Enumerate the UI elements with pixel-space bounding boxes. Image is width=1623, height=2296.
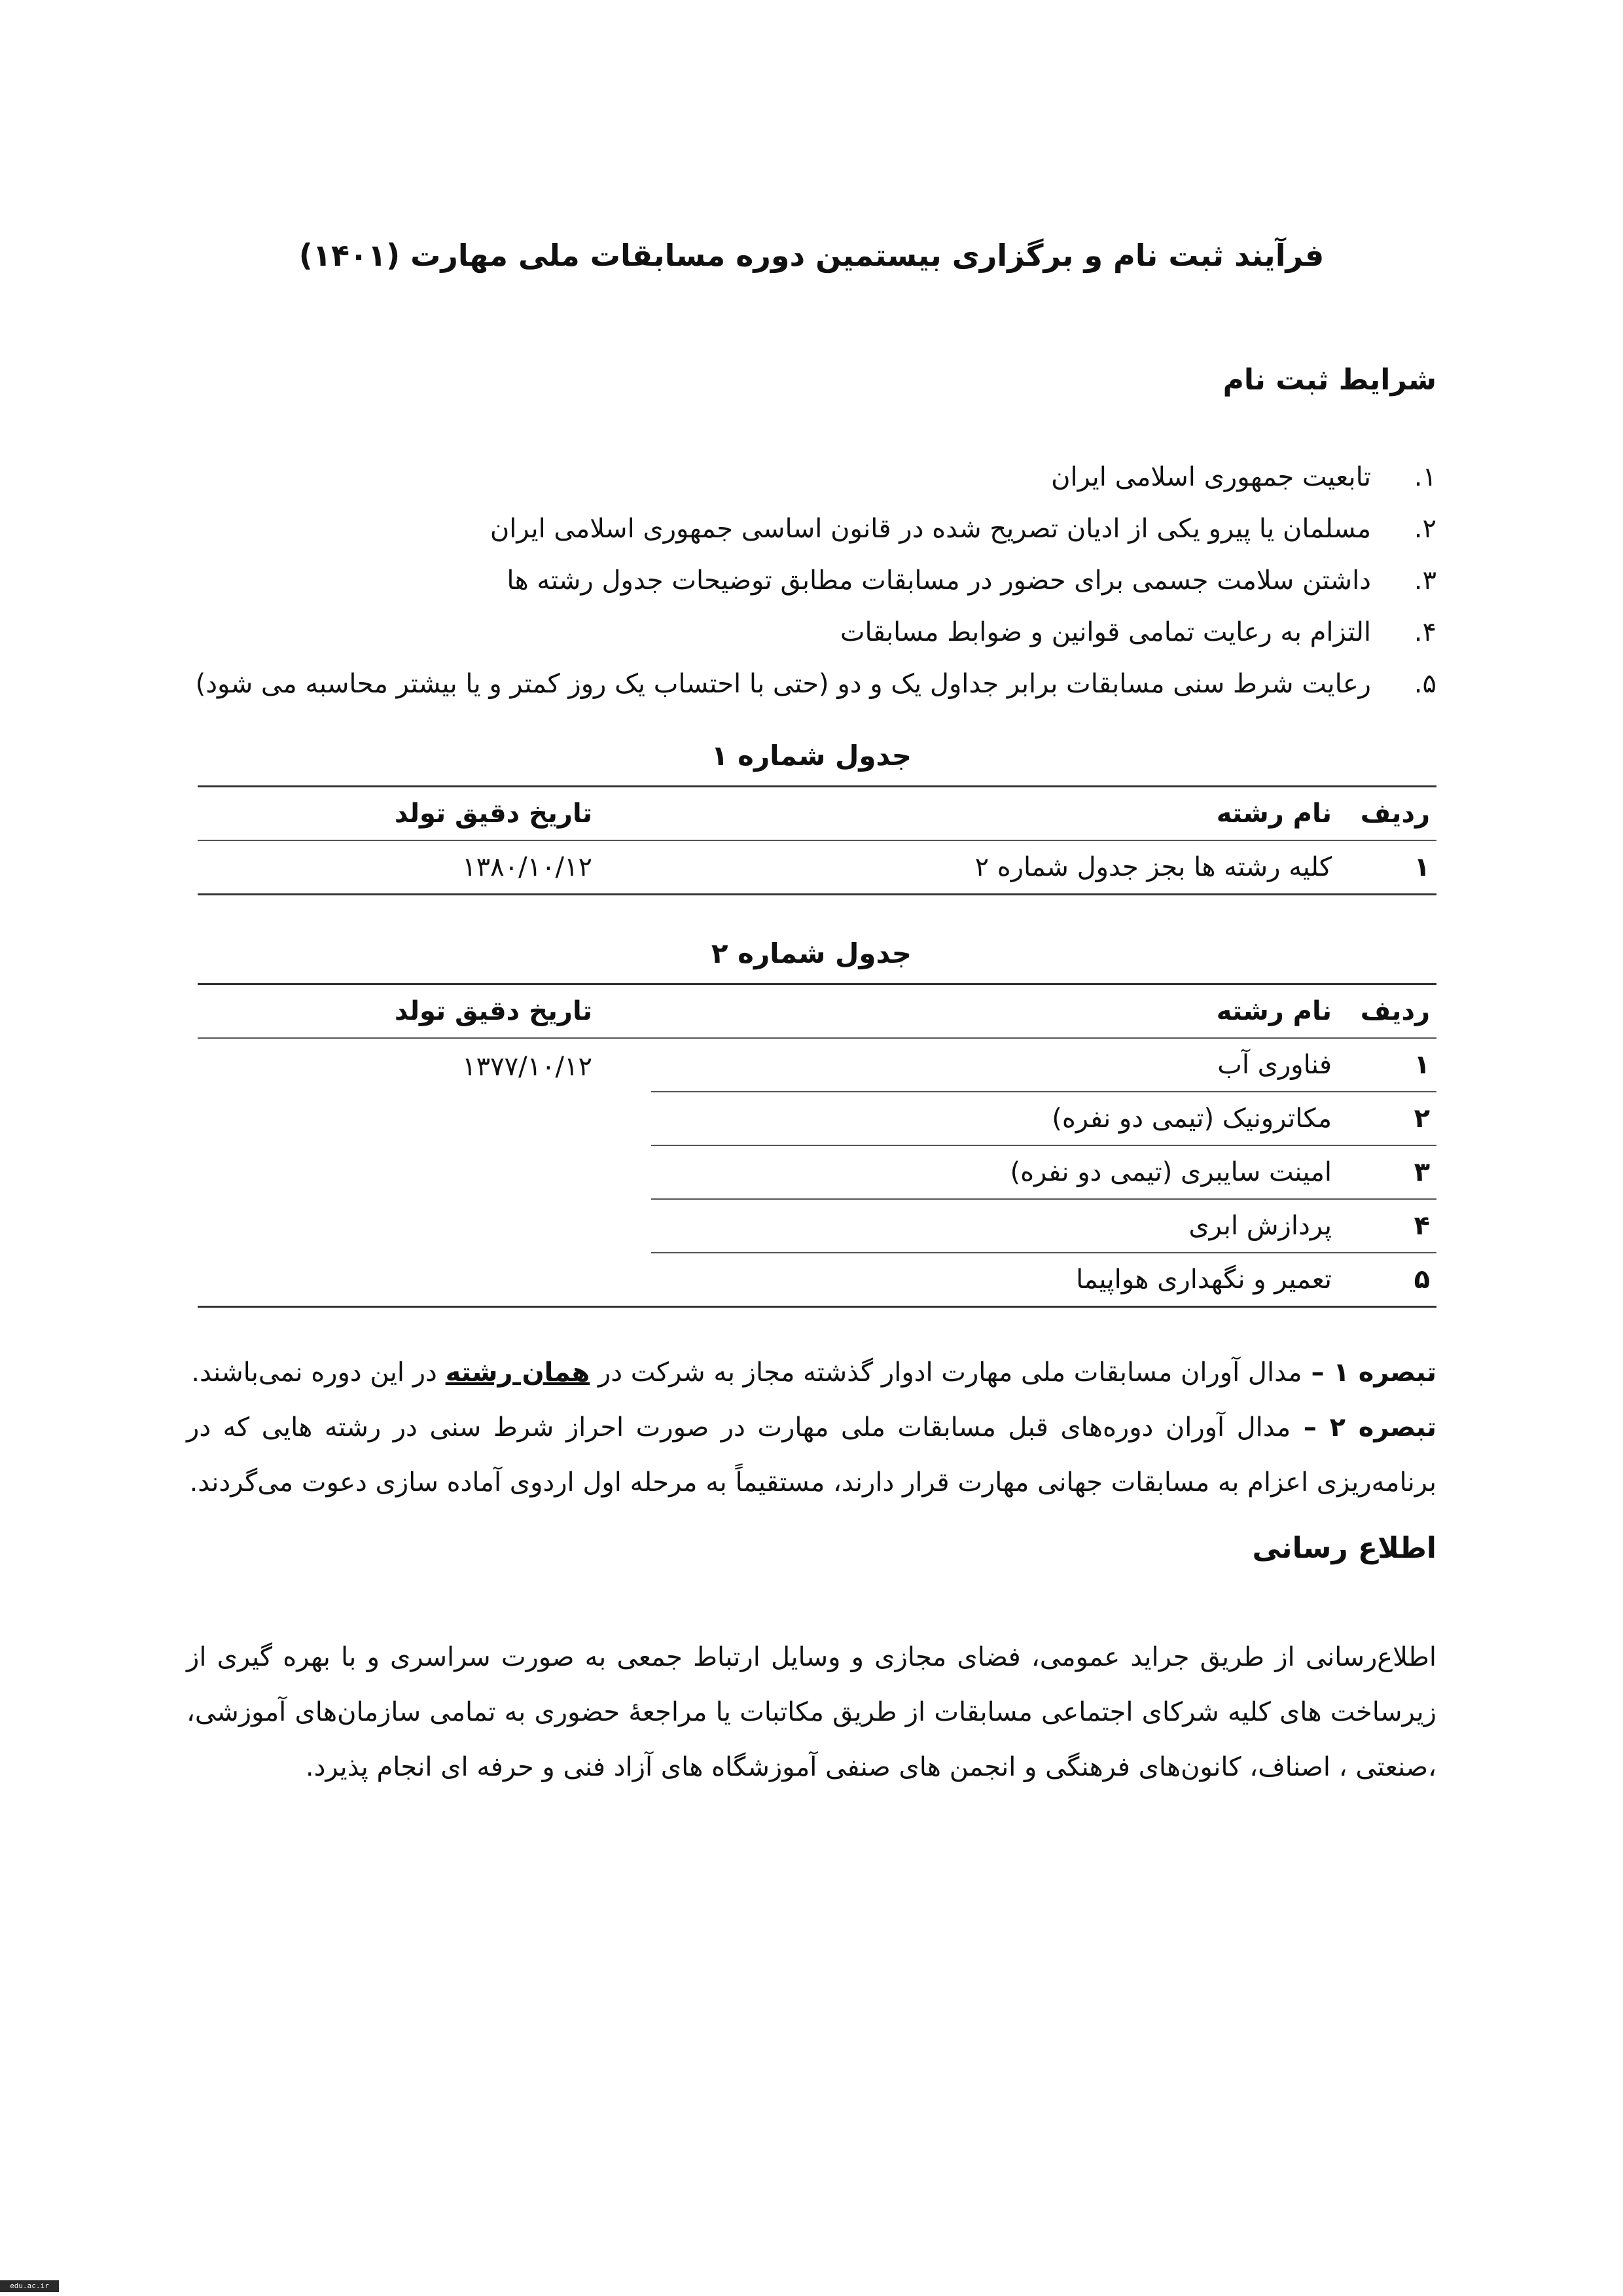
header-birth-date: تاریخ دقیق تولد <box>394 996 592 1026</box>
header-field-name: نام رشته <box>1216 996 1332 1026</box>
table-row <box>198 840 1436 895</box>
row-birth-date: ۱۳۷۷/۱۰/۱۲ <box>462 1052 592 1082</box>
information-paragraph: اطلاع‌رسانی از طریق جراید عمومی، فضای مجازی و وسایل ارتباط جمعی به صورت سراسری و با بهره گیری از زیرساخت های کلیه شرکای اجتماعی مسابقات از طریق مکاتبات یا مراجعهٔ حضوری به تمامی سازمان‌های آموزشی، ،صنعتی ، اصناف، کانون‌های فرهنگی و انجمن های صنفی آموزشگاه های آزاد فنی و حرفه ای انجام پذیرد. <box>187 1642 1436 1782</box>
header-field-name: نام رشته <box>1216 798 1332 829</box>
note-emphasis: همان رشته <box>445 1357 590 1388</box>
row-field-name: تعمیر و نگهداری هواپیما <box>1076 1265 1332 1295</box>
table-row <box>198 1038 1436 1092</box>
row-field-name: فناوری آب <box>651 1038 1332 1092</box>
list-number: ۱. <box>1414 462 1436 492</box>
table2-caption: جدول شماره ۲ <box>711 937 912 969</box>
table1 <box>198 785 1436 895</box>
list-text: داشتن سلامت جسمی برای حضور در مسابقات مطابق توضیحات جدول رشته ها <box>507 565 1371 596</box>
list-number: ۲. <box>1414 514 1436 544</box>
list-text: مسلمان یا پیرو یکی از ادیان تصریح شده در قانون اساسی جمهوری اسلامی ایران <box>490 514 1371 544</box>
table-header-row <box>198 984 1436 1039</box>
note-text: مدال آوران مسابقات ملی مهارت ادوار گذشته مجاز به شرکت در <box>590 1357 1302 1388</box>
document-title: فرآیند ثبت نام و برگزاری بیستمین دوره مسابقات ملی مهارت (۱۴۰۱) <box>298 238 1325 273</box>
row-field-name: امینت سایبری (تیمی دو نفره) <box>651 1145 1332 1199</box>
list-item <box>160 658 1436 710</box>
header-index: ردیف <box>1360 798 1430 829</box>
list-item <box>160 503 1436 555</box>
row-index: ۱ <box>1414 852 1430 882</box>
row-field-name: پردازش ابری <box>651 1199 1332 1253</box>
information-heading: اطلاع رسانی <box>1252 1532 1436 1565</box>
note-1 <box>187 1345 1436 1400</box>
row-field-name: کلیه رشته ها بجز جدول شماره ۲ <box>974 852 1332 882</box>
note-dash: – <box>1291 1412 1330 1443</box>
row-birth-date: ۱۳۸۰/۱۰/۱۲ <box>462 852 592 882</box>
list-item <box>160 452 1436 503</box>
note-dash: – <box>1302 1357 1334 1388</box>
registration-conditions-list <box>160 452 1436 710</box>
note-label: تبصره ۲ <box>1329 1412 1436 1443</box>
list-item <box>160 555 1436 607</box>
table2 <box>198 983 1436 1308</box>
row-index: ۴ <box>1332 1199 1436 1253</box>
header-birth-date: تاریخ دقیق تولد <box>394 798 592 829</box>
list-number: ۳. <box>1414 565 1436 596</box>
list-text: تابعیت جمهوری اسلامی ایران <box>1051 462 1371 492</box>
row-index: ۲ <box>1332 1092 1436 1145</box>
header-index: ردیف <box>1360 996 1430 1026</box>
note-text: مدال آوران دوره‌های قبل مسابقات ملی مهارت در صورت احراز شرط سنی در رشته هایی که در برنامه‌ریزی اعزام به مسابقات جهانی مهارت قرار دارند، مستقیماً به مرحله اول اردوی آماده سازی دعوت می‌گردند. <box>187 1412 1436 1498</box>
row-field-name: مکاترونیک (تیمی دو نفره) <box>651 1092 1332 1145</box>
list-text: التزام به رعایت تمامی قوانین و ضوابط مسابقات <box>840 617 1371 647</box>
note-2 <box>187 1400 1436 1510</box>
row-index: ۳ <box>1332 1145 1436 1199</box>
note-text: در این دوره نمی‌باشند. <box>191 1357 446 1388</box>
footer-badge: edu.ac.ir <box>0 2280 59 2292</box>
list-number: ۵. <box>1414 669 1436 699</box>
table1-caption: جدول شماره ۱ <box>711 740 912 772</box>
row-index: ۵ <box>1414 1265 1430 1295</box>
list-text: رعایت شرط سنی مسابقات برابر جداول یک و دو (حتی با احتساب یک روز کمتر و یا بیشتر محاسبه می شود) <box>195 669 1371 699</box>
note-label: تبصره ۱ <box>1333 1357 1436 1388</box>
row-index: ۱ <box>1332 1038 1436 1092</box>
table-header-row <box>198 787 1436 841</box>
list-item <box>160 607 1436 658</box>
list-number: ۴. <box>1414 617 1436 647</box>
registration-heading: شرایط ثبت نام <box>1222 363 1436 397</box>
